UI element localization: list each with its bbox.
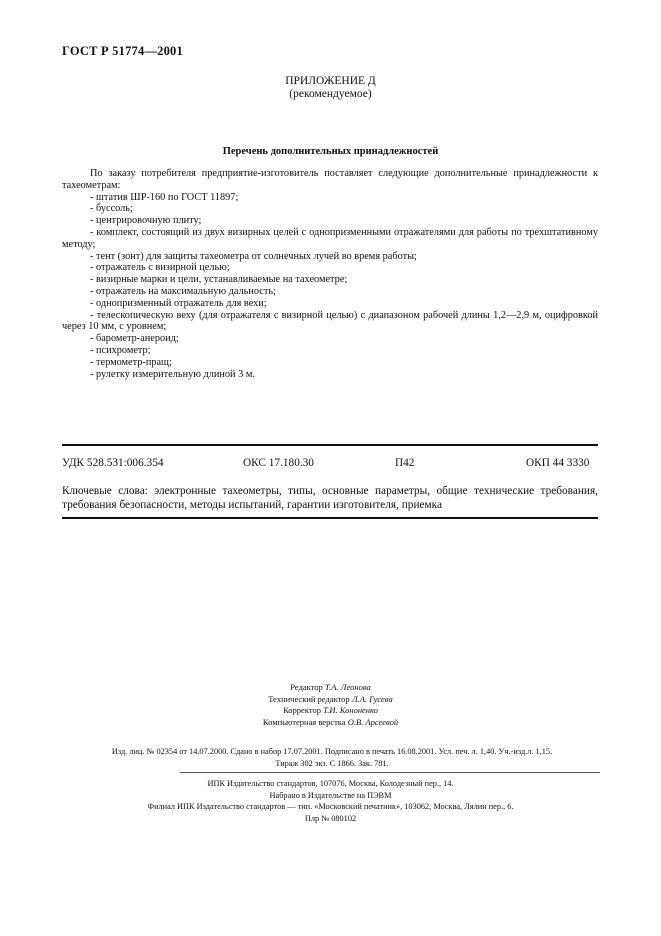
imprint-line: Плр № 080102 <box>304 813 357 823</box>
appendix-heading <box>0 75 661 101</box>
list-item: - буссоль; <box>90 203 133 215</box>
section-title: Перечень дополнительных принадлежностей <box>222 146 439 157</box>
list-item: - отражатель на максимальную дальность; <box>90 285 276 297</box>
udk-code: УДК 528.531:006.354 <box>62 457 164 469</box>
standard-number: ГОСТ Р 51774—2001 <box>62 44 183 58</box>
list-item: - рулетку измерительную длиной 3 м. <box>90 368 255 380</box>
list-item: - однопризменный отражатель для вехи; <box>90 297 267 309</box>
bottom-divider <box>62 517 598 519</box>
list-item: - визирные марки и цели, устанавливаемые на тахеометре; <box>90 274 348 286</box>
credit-line: Редактор Т.А. Леонова <box>290 682 371 692</box>
appendix-title: ПРИЛОЖЕНИЕ Д <box>285 75 376 87</box>
publication-info <box>62 746 602 769</box>
section-body <box>62 168 598 380</box>
list-item: - термометр-пращ; <box>90 356 172 368</box>
top-divider <box>62 444 598 446</box>
list-item: - штатив ШР-160 по ГОСТ 11897; <box>90 191 239 203</box>
list-item: - барометр-анероид; <box>90 333 179 345</box>
credit-line: Технический редактор Л.А. Гусева <box>268 693 393 704</box>
appendix-note: (рекомендуемое) <box>289 88 372 100</box>
imprint-divider <box>180 772 600 773</box>
list-item: - комплект, состоящий из двух визирных целей с однопризменными отражателями для работы по трехштативному методу; <box>62 226 598 250</box>
keywords: Ключевые слова: электронные тахеометры, типы, основные параметры, общие технические требования, требования безопасности, методы испытаний, гарантии изготовителя, приемка <box>62 485 598 511</box>
imprint-line: Филиал ИПК Издательство стандартов — тип. «Московский печатник», 103062, Москва, Лялин пер., 6. <box>147 802 514 812</box>
publication-line: Тираж 302 экз. С 1866. Зак. 781. <box>275 758 389 768</box>
group-code: П42 <box>395 457 415 469</box>
credits <box>0 682 661 728</box>
list-item: - центрировочную плиту; <box>90 215 202 227</box>
accessory-list <box>62 192 598 381</box>
publication-line: Изд. лиц. № 02354 от 14.07.2000. Сдано в набор 17.07.2001. Подписано в печать 16.08.2001. Усл. печ. л. 1,40. Уч.-изд.л. 1,15. <box>111 747 553 756</box>
intro-paragraph: По заказу потребителя предприятие-изготовитель поставляет следующие дополнительные принадлежности к тахеометрам: <box>62 168 598 191</box>
credit-line: Компьютерная верстка О.В. Арсеевой <box>262 716 399 727</box>
imprint <box>0 778 661 824</box>
credit-line: Корректор Т.И. Кононенко <box>283 705 378 716</box>
oks-code: ОКС 17.180.30 <box>243 457 314 469</box>
list-item: - телескопическую веху (для отражателя с визирной целью) с диапазоном рабочей длины 1,2—2,9 м, оцифровкой через 10 мм, с уровнем; <box>62 309 598 333</box>
imprint-line: ИПК Издательство стандартов, 107076, Москва, Колодезный пер., 14. <box>207 779 454 788</box>
imprint-line: Набрано в Издательстве на ПЭВМ <box>269 790 392 800</box>
list-item: - психрометр; <box>90 344 151 356</box>
list-item: - отражатель с визирной целью; <box>90 262 230 274</box>
list-item: - тент (зонт) для защиты тахеометра от солнечных лучей во время работы; <box>90 250 417 262</box>
okp-code: ОКП 44 3330 <box>526 457 590 469</box>
